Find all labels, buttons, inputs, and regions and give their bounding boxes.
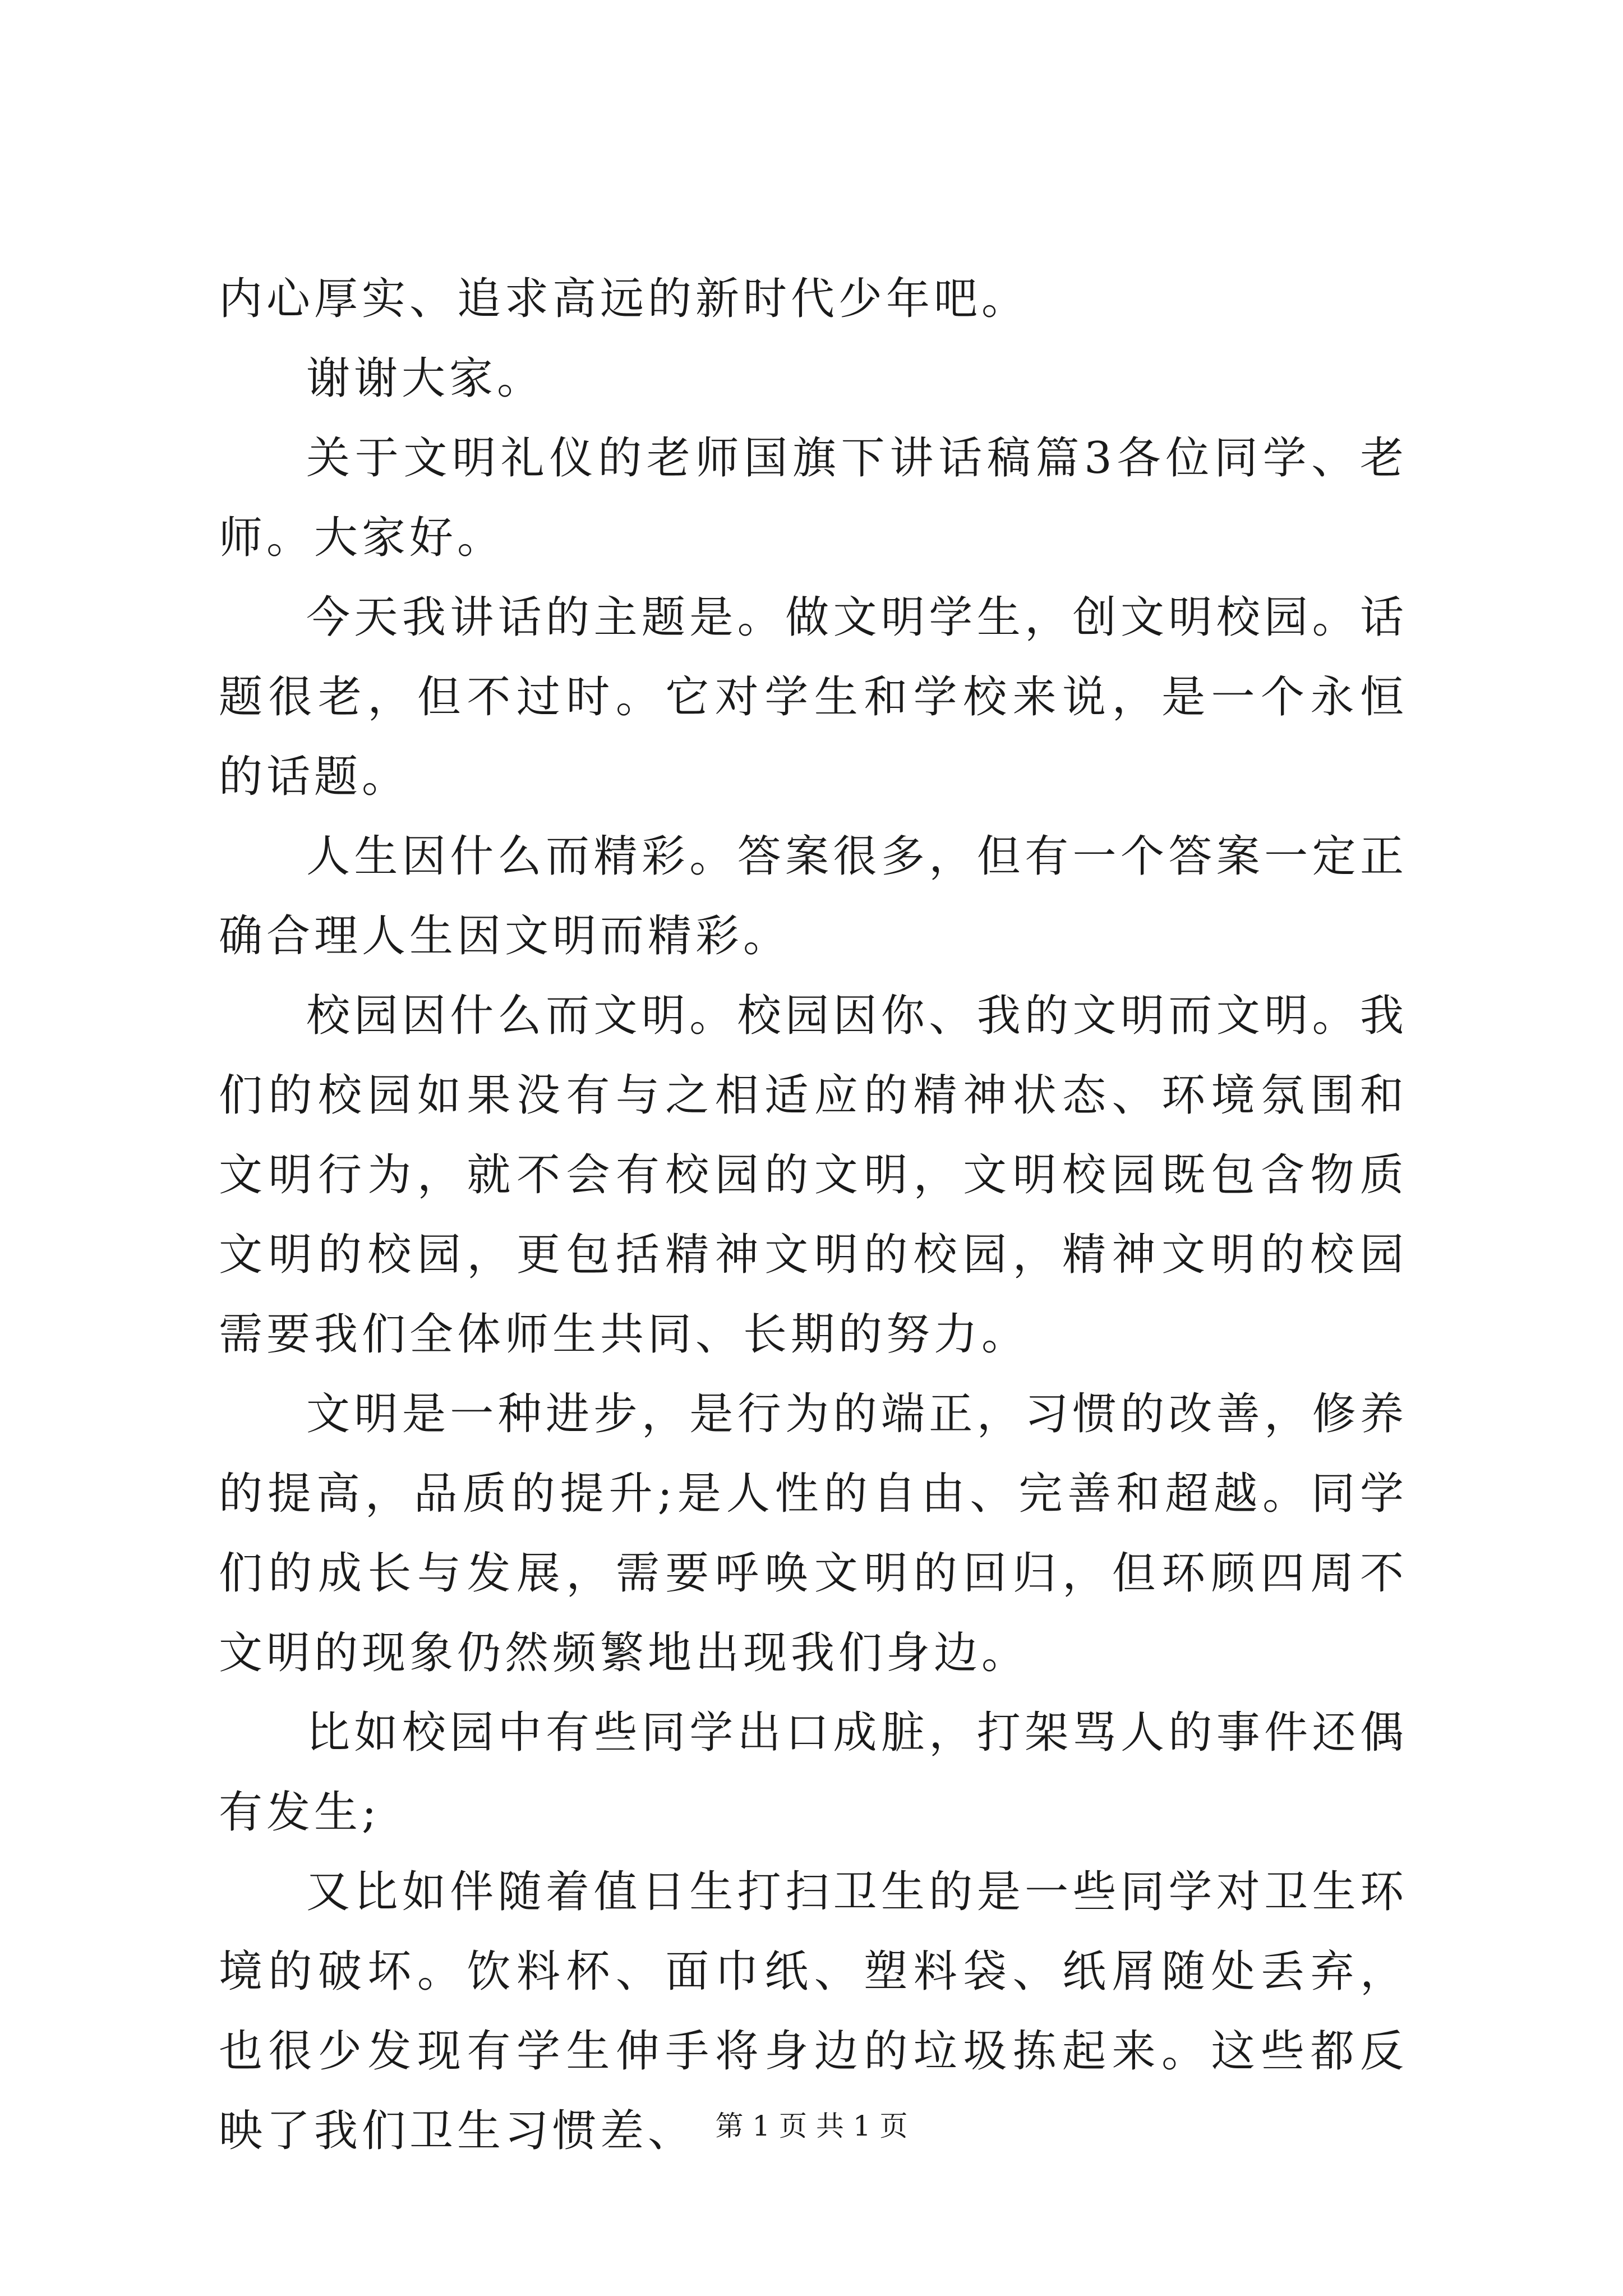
paragraph-life: 人生因什么而精彩。答案很多，但有一个答案一定正确合理人生因文明而精彩。 xyxy=(219,831,1408,961)
document-body xyxy=(219,259,1408,2171)
paragraph-civility: 文明是一种进步，是行为的端正，习惯的改善，修养的提高，品质的提升;是人性的自由、完善和超越。同学们的成长与发展，需要呼唤文明的回归，但环顾四周不文明的现象仍然频繁地出现我们身边。 xyxy=(219,1389,1408,1678)
paragraph-continuation: 内心厚实、追求高远的新时代少年吧。 xyxy=(219,274,1030,324)
paragraph-example-2: 又比如伴随着值日生打扫卫生的是一些同学对卫生环境的破坏。饮料杯、面巾纸、塑料袋、纸屑随处丢弃，也很少发现有学生伸手将身边的垃圾拣起来。这些都反映了我们卫生习惯差、 xyxy=(219,1867,1408,2156)
paragraph-thanks: 谢谢大家。 xyxy=(306,353,545,404)
paragraph-speech-heading: 关于文明礼仪的老师国旗下讲话稿篇3各位同学、老师。大家好。 xyxy=(219,433,1408,563)
paragraph-campus: 校园因什么而文明。校园因你、我的文明而文明。我们的校园如果没有与之相适应的精神状态、环境氛围和文明行为，就不会有校园的文明，文明校园既包含物质文明的校园，更包括精神文明的校园，精神文明的校园需要我们全体师生共同、长期的努力。 xyxy=(219,991,1408,1360)
paragraph-topic: 今天我讲话的主题是。做文明学生，创文明校园。话题很老，但不过时。它对学生和学校来说，是一个永恒的话题。 xyxy=(219,592,1408,802)
paragraph-example-1: 比如校园中有些同学出口成脏，打架骂人的事件还偶有发生; xyxy=(219,1708,1408,1838)
page-footer: 第 1 页 共 1 页 xyxy=(715,2110,908,2142)
